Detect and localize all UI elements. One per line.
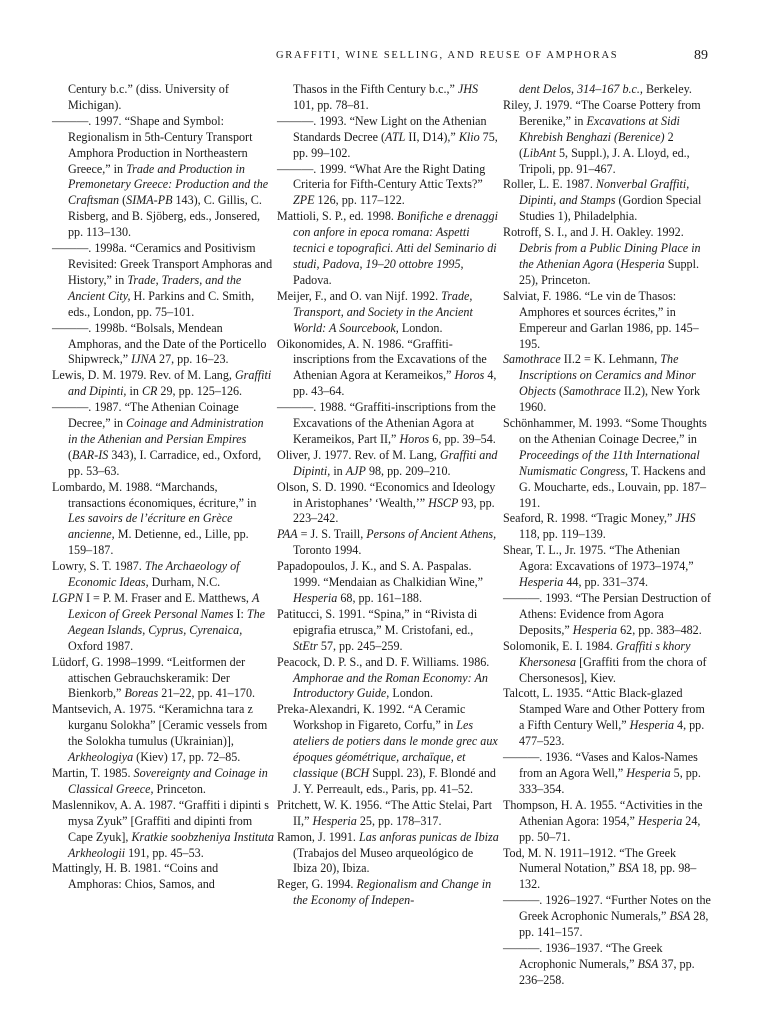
bibliography-entry xyxy=(503,686,713,750)
entry-italic-text: Nonverbal Graffiti, Dipinti, and Stamps xyxy=(519,177,690,208)
entry-text: 24, pp. 50–71. xyxy=(519,813,701,844)
entry-italic-text: ZPE xyxy=(293,193,315,208)
entry-text: Berkeley. xyxy=(642,82,692,96)
entry-text: Oliver, J. 1977. Rev. of M. Lang, xyxy=(277,447,440,462)
entry-text: 37, pp. 236–258. xyxy=(519,956,695,987)
entry-italic-text: Graffiti and Dipinti, xyxy=(293,447,498,478)
entry-text: Oxford 1987. xyxy=(68,638,134,653)
entry-italic-text: Les savoirs de l’écriture en Grèce ancienne, xyxy=(68,511,233,542)
bibliography-entry xyxy=(52,114,274,241)
entry-text: 191, pp. 45–53. xyxy=(125,845,204,860)
bibliography-entry xyxy=(503,352,713,416)
entry-italic-text: Debris from a Public Dining Place in the Athenian Agora xyxy=(519,241,701,271)
entry-text: 118, pp. 119–139. xyxy=(519,527,606,542)
running-head xyxy=(276,50,708,68)
bibliography-entry xyxy=(503,591,713,639)
entry-italic-text: Trade, Transport, and Society in the Ancient World: A Sourcebook, xyxy=(293,288,473,335)
entry-italic-text: Hesperia xyxy=(293,591,338,605)
entry-text: Lombardo, M. 1988. “Marchands, transactions économiques, écriture,” in xyxy=(52,479,257,510)
entry-text: 18, pp. 98–132. xyxy=(519,861,697,892)
bibliography-entry xyxy=(52,861,274,893)
entry-text: London. xyxy=(389,686,433,701)
entry-italic-text: Trade and Production in Premonetary Greece: Production and the Craftsman xyxy=(68,161,269,208)
bibliography-entry xyxy=(503,177,713,225)
entry-italic-text: Trade, Traders, and the Ancient City, xyxy=(68,272,242,303)
entry-italic-text: PAA xyxy=(277,527,298,542)
entry-italic-text: JHS xyxy=(675,511,696,526)
entry-italic-text: Regionalism and Change in the Economy of Indepen- xyxy=(293,877,492,908)
entry-italic-text: BSA xyxy=(669,909,691,924)
entry-text: Riley, J. 1979. “The Coarse Pottery from Berenike,” in xyxy=(503,97,701,128)
entry-italic-text: Hesperia xyxy=(637,813,683,828)
entry-italic-text: LGPN xyxy=(52,591,83,605)
bibliography-entry xyxy=(277,527,499,559)
bibliography-entry xyxy=(277,798,499,830)
entry-text: London. xyxy=(398,320,443,335)
entry-text: Shear, T. L., Jr. 1975. “The Athenian Agora: Excavations of 1973–1974,” xyxy=(503,543,694,574)
entry-text: Ramon, J. 1991. xyxy=(277,829,359,844)
entry-italic-text: The Aegean Islands, Cyprus, Cyrenaica, xyxy=(68,606,266,637)
entry-text: 62, pp. 383–482. xyxy=(617,622,702,637)
bibliography-entry xyxy=(277,448,499,480)
bibliography-entry xyxy=(52,241,274,321)
entry-text: Suppl. 25), Princeton. xyxy=(519,256,699,287)
entry-text: Mattioli, S. P., ed. 1998. xyxy=(277,209,397,224)
entry-text: Durham, N.C. xyxy=(148,575,221,590)
bibliography-entry xyxy=(277,702,499,797)
entry-italic-text: IJNA xyxy=(131,352,156,367)
entry-italic-text: Hesperia xyxy=(572,622,618,637)
entry-italic-text: JHS xyxy=(457,82,479,96)
bibliography-entry xyxy=(277,82,499,114)
bibliography-entry xyxy=(52,766,274,798)
entry-text: T. Hackens and G. Moucharte, eds., Louvain, pp. 187–191. xyxy=(519,463,707,510)
entry-text: Olson, S. D. 1990. “Economics and Ideology in Aristophanes’ ‘Wealth,’” xyxy=(277,479,496,510)
entry-text: Pritchett, W. K. 1956. “The Attic Stelai, Part II,” xyxy=(277,797,492,828)
entry-italic-text: Hesperia xyxy=(626,765,671,780)
bibliography-entry xyxy=(277,337,499,401)
entry-italic-text: The Archaeology of Economic Ideas, xyxy=(68,559,240,590)
entry-text: ———. 1936. “Vases and Kalos-Names from an Agora Well,” xyxy=(503,750,698,780)
entry-text: Lüdorf, G. 1998–1999. “Leitformen der attischen Gebrauchskeramik: Der Bienkorb,” xyxy=(52,654,246,701)
entry-text: Papadopoulos, J. K., and S. A. Paspalas. 1999. “Mendaian as Chalkidian Wine,” xyxy=(277,559,484,590)
entry-text: ( xyxy=(338,765,346,780)
entry-text: Meijer, F., and O. van Nijf. 1992. xyxy=(277,288,442,303)
entry-text: ———. 1987. “The Athenian Coinage Decree,” in xyxy=(52,400,239,431)
entry-text: 57, pp. 245–259. xyxy=(317,638,403,653)
bibliography-column-2 xyxy=(277,82,499,909)
entry-italic-text: Graffiti and Dipinti, xyxy=(68,368,272,399)
bibliography-entry xyxy=(52,798,274,862)
bibliography-entry xyxy=(503,543,713,591)
entry-text: Thasos in the Fifth Century b.c.,” xyxy=(293,82,458,96)
bibliography-entry xyxy=(52,702,274,766)
bibliography-entry xyxy=(277,877,499,909)
bibliography-entry xyxy=(52,82,274,114)
entry-italic-text: SIMA-PB xyxy=(126,193,173,208)
entry-italic-text: LibAnt xyxy=(523,145,556,160)
entry-italic-text: Hesperia xyxy=(519,575,564,590)
bibliography-entry xyxy=(277,209,499,289)
entry-text: 98, pp. 209–210. xyxy=(365,463,451,478)
entry-text: ( xyxy=(119,193,127,208)
entry-text: 93, pp. 223–242. xyxy=(293,495,495,526)
bibliography-entry xyxy=(52,368,274,400)
entry-text: Lowry, S. T. 1987. xyxy=(52,559,145,574)
entry-italic-text: StEtr xyxy=(293,638,318,653)
entry-text: ———. 1999. “What Are the Right Dating Criteria for Fifth-Century Attic Texts?” xyxy=(277,161,486,192)
entry-text: Martin, T. 1985. xyxy=(52,765,134,780)
entry-text: Reger, G. 1994. xyxy=(277,877,357,892)
bibliography-entry xyxy=(503,98,713,178)
entry-text: Suppl. 23), F. Blondé and J. Y. Perreault, eds., Paris, pp. 41–52. xyxy=(293,765,496,796)
bibliography-entry xyxy=(503,846,713,894)
entry-italic-text: The Inscriptions on Ceramics and Minor Objects xyxy=(519,352,696,399)
entry-text: 6, pp. 39–54. xyxy=(429,431,496,446)
entry-text: 5, pp. 333–354. xyxy=(519,765,701,796)
bibliography-entry xyxy=(503,893,713,941)
entry-text: ———. 1993. “The Persian Destruction of Athens: Evidence from Agora Deposits,” xyxy=(503,591,711,637)
entry-text: II.2 = K. Lehmann, xyxy=(560,352,661,367)
bibliography-entry xyxy=(277,162,499,210)
bibliography-column-3 xyxy=(503,82,713,989)
entry-italic-text: dent Delos, 314–167 b.c., xyxy=(519,82,643,96)
entry-text: 2 ( xyxy=(519,129,674,160)
entry-text: Seaford, R. 1998. “Tragic Money,” xyxy=(503,511,676,526)
bibliography-entry xyxy=(503,225,713,289)
entry-text: 343), I. Carradice, ed., Oxford, pp. 53–63. xyxy=(68,447,262,478)
bibliography-entry xyxy=(503,639,713,687)
entry-text: Schönhammer, M. 1993. “Some Thoughts on the Athenian Coinage Decree,” in xyxy=(503,416,707,446)
entry-text: 29, pp. 125–126. xyxy=(157,384,243,399)
entry-italic-text: Persons of Ancient Athens, xyxy=(366,527,497,542)
entry-italic-text: BAR-IS xyxy=(72,447,109,462)
entry-italic-text: Las anforas punicas de Ibiza xyxy=(358,829,499,844)
entry-italic-text: BCH xyxy=(345,765,370,780)
entry-text: ( xyxy=(613,256,621,271)
entry-text: ( xyxy=(555,384,564,399)
entry-text: 44, pp. 331–374. xyxy=(563,575,648,590)
entry-text: Salviat, F. 1986. “Le vin de Thasos: Amphores et sources écrites,” in Empereur and Garlan 1986, pp. 145–195. xyxy=(503,288,699,351)
entry-text: H. Parkins and C. Smith, eds., London, pp. 75–101. xyxy=(68,288,255,319)
entry-text: Solomonik, E. I. 1984. xyxy=(503,638,616,653)
entry-italic-text: BSA xyxy=(618,861,639,876)
bibliography-entry xyxy=(503,798,713,846)
entry-italic-text: Boreas xyxy=(124,686,159,701)
entry-text: ———. 1988. “Graffiti-inscriptions from the Excavations of the Athenian Agora at Kerameikos, Part II,” xyxy=(277,400,496,446)
entry-text: ———. 1936–1937. “The Greek Acrophonic Numerals,” xyxy=(503,940,663,971)
entry-text: 28, pp. 141–157. xyxy=(519,909,709,940)
entry-text: II.2), New York 1960. xyxy=(519,384,701,415)
page-number: 89 xyxy=(694,48,708,63)
entry-text: Tod, M. N. 1911–1912. “The Greek Numeral Notation,” xyxy=(503,845,677,876)
entry-text: Lewis, D. M. 1979. Rev. of M. Lang, xyxy=(52,368,235,383)
bibliography-entry xyxy=(503,289,713,353)
entry-text: (Kiev) 17, pp. 72–85. xyxy=(133,750,241,765)
entry-text: (Trabajos del Museo arqueológico de Ibiza 20), Ibiza. xyxy=(293,845,474,876)
entry-text: ———. 1998b. “Bolsals, Mendean Amphoras, and the Date of the Porticello Shipwreck,” xyxy=(52,320,267,367)
entry-text: Roller, L. E. 1987. xyxy=(503,177,596,192)
entry-text: Preka-Alexandri, K. 1992. “A Ceramic Workshop in Figareto, Corfu,” in xyxy=(277,702,466,733)
bibliography-entry xyxy=(277,830,499,878)
entry-text: [Graffiti from the chora of Chersonesos], Kiev. xyxy=(519,654,707,685)
entry-italic-text: ATL xyxy=(385,129,406,144)
entry-text: Thompson, H. A. 1955. “Activities in the Athenian Agora: 1954,” xyxy=(503,797,703,828)
entry-text: Century b.c.” (diss. University of Michigan). xyxy=(68,82,229,112)
entry-italic-text: Samothrace xyxy=(563,384,621,399)
entry-italic-text: Arkheologiya xyxy=(68,750,134,765)
entry-text: 126, pp. 117–122. xyxy=(314,193,405,208)
entry-italic-text: Excavations at Sidi Khrebish Benghazi (Berenice) xyxy=(519,113,680,144)
entry-text: ———. 1998a. “Ceramics and Positivism Revisited: Greek Transport Amphoras and History,” in xyxy=(52,241,273,287)
entry-italic-text: Sovereignty and Coinage in Classical Greece, xyxy=(68,765,268,796)
entry-italic-text: Kratkie soobzheniya Instituta Arkheologii xyxy=(68,829,274,860)
bibliography-entry xyxy=(52,400,274,480)
entry-italic-text: Bonifiche e drenaggi con anfore in epoca romana: Aspetti tecnici e topografici. Atti del Seminario di studi, Padova, 19–20 ottobre 1995, xyxy=(293,209,498,271)
bibliography-entry xyxy=(277,400,499,448)
bibliography-entry xyxy=(277,289,499,337)
bibliography-entry xyxy=(52,591,274,655)
entry-text: Toronto 1994. xyxy=(293,543,362,558)
entry-text: 27, pp. 16–23. xyxy=(156,352,229,367)
bibliography-entry xyxy=(503,750,713,798)
entry-text: Padova. xyxy=(293,272,332,287)
bibliography-entry xyxy=(503,82,713,98)
entry-text: I: xyxy=(233,606,247,621)
bibliography-entry xyxy=(52,321,274,369)
entry-text: 4, pp. 477–523. xyxy=(519,718,705,749)
entry-text: ———. 1926–1927. “Further Notes on the Greek Acrophonic Numerals,” xyxy=(503,893,711,924)
entry-text: ( xyxy=(68,447,73,462)
entry-text: in xyxy=(126,384,142,399)
entry-italic-text: Coinage and Administration in the Athenian and Persian Empires xyxy=(68,416,264,446)
entry-italic-text: Horos xyxy=(454,368,485,383)
entry-text: 101, pp. 78–81. xyxy=(293,97,369,112)
entry-text: ———. 1997. “Shape and Symbol: Regionalism in 5th-Century Transport Amphora Production in Northeastern Greece,” in xyxy=(52,113,253,176)
entry-italic-text: Hesperia xyxy=(629,718,674,733)
entry-italic-text: AJP xyxy=(345,463,366,478)
entry-text: (Gordion Special Studies 1), Philadelphia. xyxy=(519,193,702,224)
bibliography-entry xyxy=(52,655,274,703)
entry-text: in xyxy=(330,463,346,478)
bibliography-entry xyxy=(277,655,499,703)
bibliography-entry xyxy=(277,114,499,162)
entry-italic-text: Samothrace xyxy=(503,352,561,367)
entry-text: Oikonomides, A. N. 1986. “Graffiti-inscriptions from the Excavations of the Athenian Agora at Kerameikos,” xyxy=(277,336,487,383)
entry-text: Rotroff, S. I., and J. H. Oakley. 1992. xyxy=(503,225,684,240)
entry-italic-text: Klio xyxy=(458,129,480,144)
entry-text: 75, pp. 99–102. xyxy=(293,129,498,160)
entry-italic-text: Horos xyxy=(399,431,430,446)
entry-italic-text: CR xyxy=(141,384,158,399)
bibliography-entry xyxy=(503,416,713,511)
entry-text: M. Detienne, ed., Lille, pp. 159–187. xyxy=(68,527,249,558)
bibliography-entry xyxy=(277,607,499,655)
running-title: GRAFFITI, WINE SELLING, AND REUSE OF AMPHORAS xyxy=(276,50,619,61)
bibliography-entry xyxy=(52,480,274,560)
entry-italic-text: Proceedings of the 11th International Numismatic Congress, xyxy=(519,447,700,478)
entry-italic-text: BSA xyxy=(637,956,659,971)
bibliography-entry xyxy=(503,511,713,543)
entry-italic-text: Hesperia xyxy=(620,256,665,271)
entry-text: II, D14),” xyxy=(405,129,459,144)
entry-text: I = P. M. Fraser and E. Matthews, xyxy=(82,591,252,605)
entry-italic-text: Les ateliers de potiers dans le monde grec aux époques géométrique, archaïque, et classique xyxy=(293,718,498,780)
bibliography-entry xyxy=(277,480,499,528)
bibliography-entry xyxy=(52,559,274,591)
bibliography-entry xyxy=(277,559,499,607)
entry-text: 68, pp. 161–188. xyxy=(337,591,422,605)
entry-italic-text: Amphorae and the Roman Economy: An Introductory Guide, xyxy=(293,670,488,701)
entry-text: 5, Suppl.), J. A. Lloyd, ed., Tripoli, pp. 91–467. xyxy=(519,145,690,176)
entry-italic-text: Hesperia xyxy=(312,813,357,828)
entry-text: 143), C. Gillis, C. Risberg, and B. Sjöberg, eds., Jonsered, pp. 113–130. xyxy=(68,193,262,240)
entry-text: Patitucci, S. 1991. “Spina,” in “Rivista di epigrafia etrusca,” M. Cristofani, ed., xyxy=(277,606,478,637)
entry-text: Peacock, D. P. S., and D. F. Williams. 1986. xyxy=(277,654,490,669)
entry-text: ———. 1993. “New Light on the Athenian Standards Decree ( xyxy=(277,113,487,144)
entry-text: 25, pp. 178–317. xyxy=(356,813,442,828)
entry-italic-text: Graffiti s khory Khersonesa xyxy=(519,638,691,669)
bibliography-column-1 xyxy=(52,82,274,893)
entry-text: Maslennikov, A. A. 1987. “Graffiti i dipinti s mysa Zyuk” [Graffiti and dipinti from Cape Zyuk], xyxy=(52,797,270,844)
entry-text: Mantsevich, A. 1975. “Keramichna tara z kurganu Solokha” [Ceramic vessels from the Solokha tumulus (Ukrainian)], xyxy=(52,702,268,749)
entry-italic-text: HSCP xyxy=(428,495,459,510)
entry-text: Mattingly, H. B. 1981. “Coins and Amphoras: Chios, Samos, and xyxy=(52,861,219,892)
entry-text: 4, pp. 43–64. xyxy=(293,368,497,399)
entry-text: 21–22, pp. 41–170. xyxy=(158,686,256,701)
entry-text: Princeton. xyxy=(153,781,206,796)
bibliography-entry xyxy=(503,941,713,989)
entry-text: Talcott, L. 1935. “Attic Black-glazed Stamped Ware and Other Pottery from a Fifth Century Well,” xyxy=(503,686,705,733)
entry-italic-text: A Lexicon of Greek Personal Names xyxy=(68,591,260,621)
entry-text: = J. S. Traill, xyxy=(297,527,367,542)
